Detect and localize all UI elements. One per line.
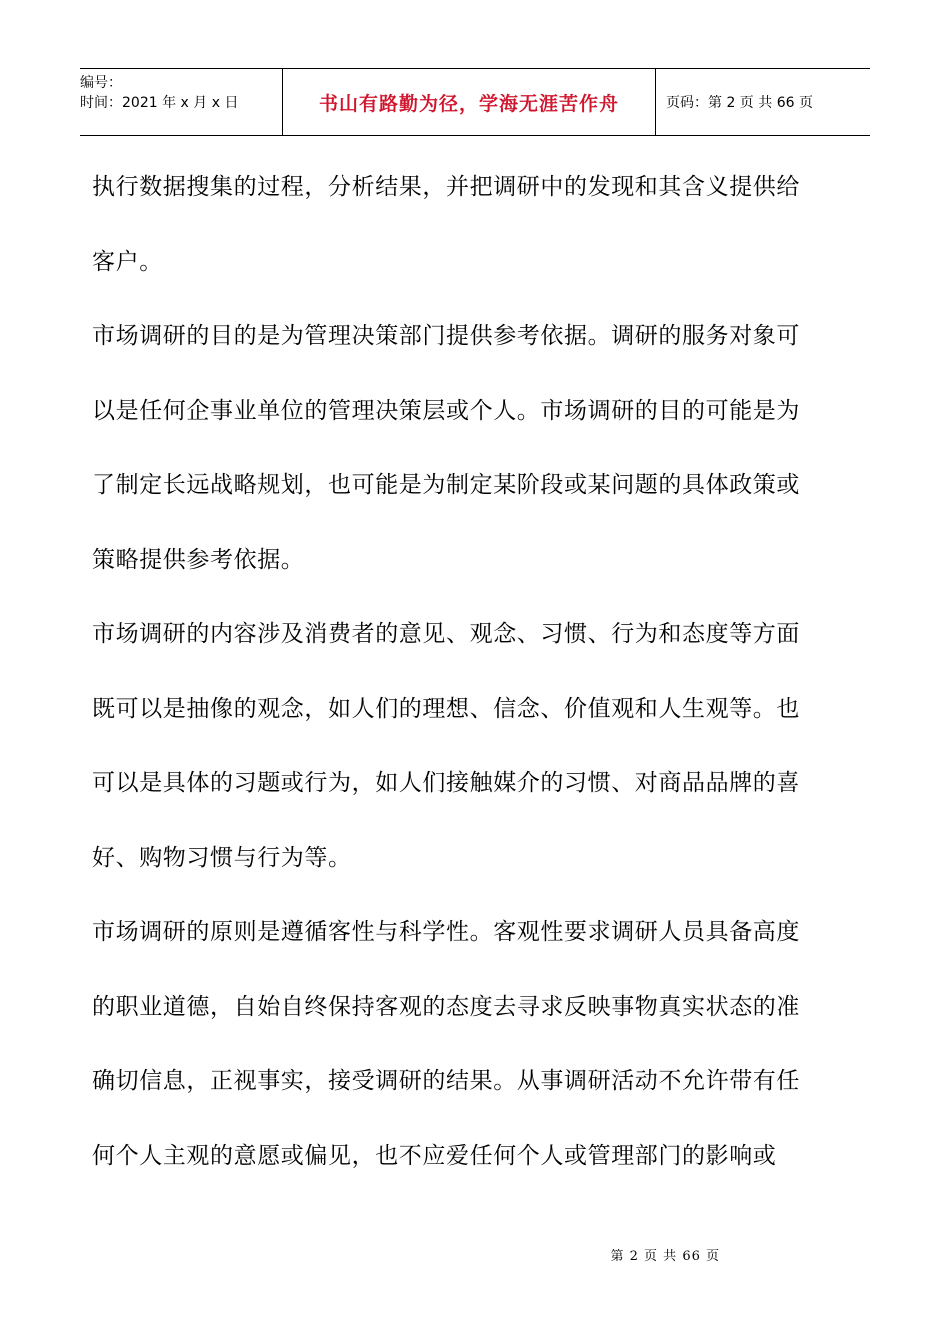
number-label: 编号： <box>80 75 122 91</box>
body-line: 了制定长远战略规划，也可能是为制定某阶段或某问题的具体政策或 <box>92 472 800 498</box>
header-motto-cell <box>282 69 656 135</box>
header-meta <box>80 69 282 135</box>
body-line: 可以是具体的习题或行为，如人们接触媒介的习惯、对商品品牌的喜 <box>92 770 800 796</box>
body-line: 市场调研的目的是为管理决策部门提供参考依据。调研的服务对象可 <box>92 323 800 349</box>
header-page-code: 页码：第 2 页 共 66 页 <box>666 95 813 111</box>
body-line: 既可以是抽像的观念，如人们的理想、信念、价值观和人生观等。也 <box>92 695 800 722</box>
page-header <box>80 68 870 136</box>
body-line: 客户。 <box>92 248 163 275</box>
body-line: 何个人主观的意愿或偏见，也不应爱任何个人或管理部门的影响或 <box>92 1142 777 1169</box>
body-line: 确切信息，正视事实，接受调研的结果。从事调研活动不允许带有任 <box>92 1068 800 1094</box>
body-line: 的职业道德，自始自终保持客观的态度去寻求反映事物真实状态的准 <box>92 993 800 1020</box>
body-line: 以是任何企事业单位的管理决策层或个人。市场调研的目的可能是为 <box>92 397 800 424</box>
body-line: 市场调研的内容涉及消费者的意见、观念、习惯、行为和态度等方面 <box>92 621 800 647</box>
body-line: 策略提供参考依据。 <box>92 546 305 573</box>
body-line: 执行数据搜集的过程，分析结果，并把调研中的发现和其含义提供给 <box>92 174 800 200</box>
body-line: 好、购物习惯与行为等。 <box>92 844 352 871</box>
time-label: 时间：2021 年 x 月 x 日 <box>80 95 239 111</box>
body-line: 市场调研的原则是遵循客性与科学性。客观性要求调研人员具备高度 <box>92 919 800 945</box>
header-page-code-cell <box>656 69 870 135</box>
document-body <box>92 150 862 1193</box>
page-footer: 第 2 页 共 66 页 <box>610 1249 720 1264</box>
header-motto: 书山有路勤为径，学海无涯苦作舟 <box>318 92 619 115</box>
